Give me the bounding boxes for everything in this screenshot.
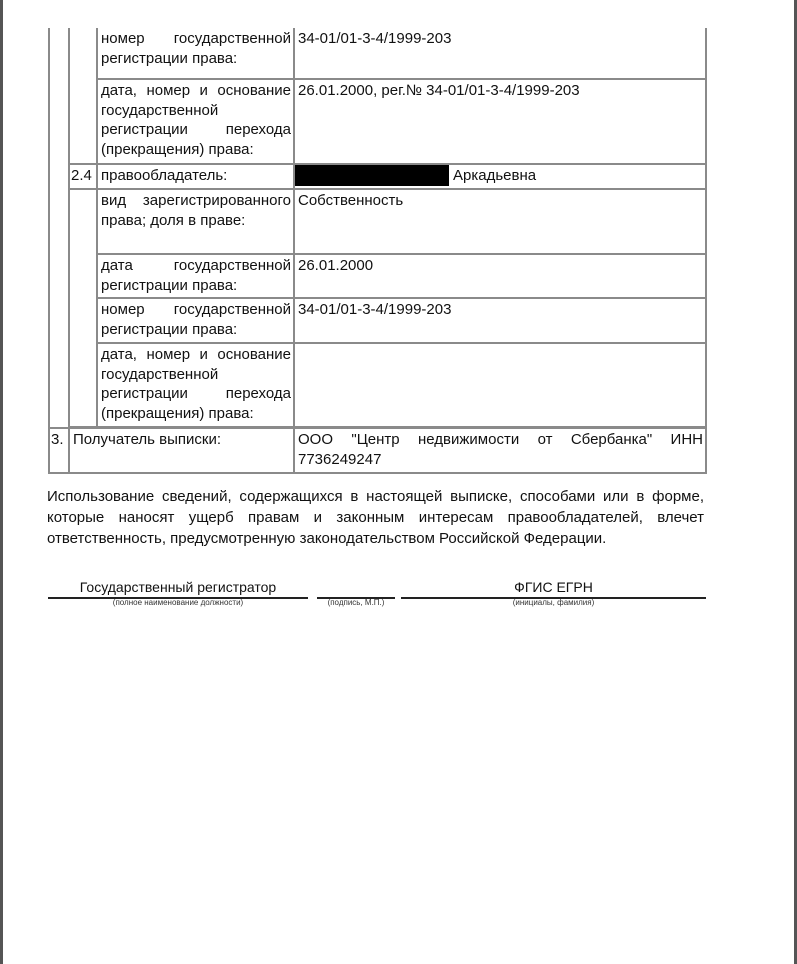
row-value: ООО "Центр недвижимости от Сбербанка" ИНН 7736249247 xyxy=(294,428,706,473)
row-label: вид зарегистрированного права; доля в праве: xyxy=(97,189,294,254)
page-left-edge xyxy=(0,0,3,964)
row-value: 34-01/01-3-4/1999-203 xyxy=(294,28,706,79)
row-value: 26.01.2000, рег.№ 34-01/01-3-4/1999-203 xyxy=(294,79,706,164)
row-label: дата, номер и основание государственной регистрации перехода (прекращения) права: xyxy=(97,343,294,427)
registrar-position: Государственный регистратор xyxy=(79,579,277,595)
row-label: правообладатель: xyxy=(97,164,294,189)
table-row xyxy=(49,28,706,79)
name-caption: (инициалы, фамилия) xyxy=(512,598,595,607)
table-row xyxy=(49,428,706,473)
section-number: 2.4 xyxy=(69,164,97,189)
table-row xyxy=(49,254,706,298)
table-row xyxy=(49,79,706,164)
row-value xyxy=(294,164,706,189)
row-value xyxy=(294,343,706,427)
row-label: номер государственной регистрации права: xyxy=(97,28,294,79)
row-label: Получатель выписки: xyxy=(69,428,294,473)
liability-notice: Использование сведений, содержащихся в настоящей выписке, способами или в форме, которые наносят ущерб правам и законным интересам правообладателей, влечет ответственность, предусмотренную законодательством Российской Федерации. xyxy=(47,488,704,547)
empty-cell xyxy=(69,189,97,427)
rights-table xyxy=(48,28,707,474)
position-caption: (полное наименование должности) xyxy=(112,598,244,607)
row-label: дата государственной регистрации права: xyxy=(97,254,294,298)
table-row xyxy=(49,189,706,254)
row-value: 34-01/01-3-4/1999-203 xyxy=(294,298,706,343)
row-value: Собственность xyxy=(294,189,706,254)
table-row xyxy=(49,164,706,189)
redacted-name xyxy=(295,165,449,186)
row-label: номер государственной регистрации права: xyxy=(97,298,294,343)
empty-cell xyxy=(69,28,97,164)
row-label: дата, номер и основание государственной регистрации перехода (прекращения) права: xyxy=(97,79,294,164)
table-row xyxy=(49,343,706,427)
sign-caption: (подпись, М.П.) xyxy=(327,598,385,607)
row-value: 26.01.2000 xyxy=(294,254,706,298)
table-row xyxy=(49,298,706,343)
holder-patronymic: Аркадьевна xyxy=(453,167,537,184)
section-number: 3. xyxy=(49,428,69,473)
empty-cell xyxy=(49,28,69,428)
registrar-name: ФГИС ЕГРН xyxy=(514,579,593,595)
